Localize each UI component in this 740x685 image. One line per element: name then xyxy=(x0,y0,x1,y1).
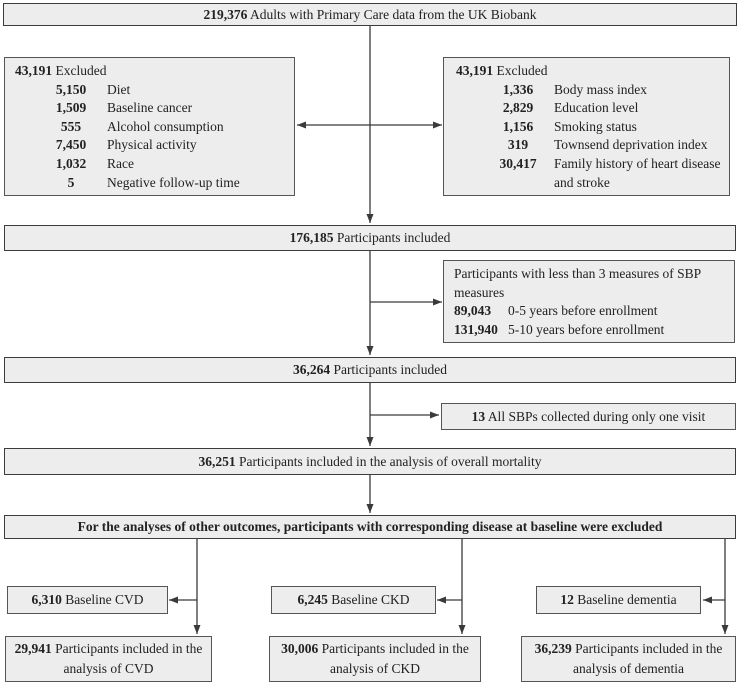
analysis-cvd-label: Participants included in the analysis of CVD xyxy=(55,641,203,676)
sbp-item-count: 89,043 xyxy=(454,303,492,318)
box-included-36264 xyxy=(4,357,736,383)
included-36264-text xyxy=(293,362,447,378)
analysis-ckd-count: 30,006 xyxy=(281,641,319,656)
mortality-analysis-text xyxy=(198,454,541,470)
mortality-analysis-count: 36,251 xyxy=(198,453,236,469)
excluded-item-label: Education level xyxy=(554,100,639,116)
excluded-item-label: Baseline cancer xyxy=(107,100,193,116)
excluded-right-count: 43,191 xyxy=(456,63,494,78)
box-analysis-ckd xyxy=(269,636,481,682)
analysis-dementia-count: 36,239 xyxy=(534,641,572,656)
excluded-item-label: Alcohol consumption xyxy=(107,118,224,134)
baseline-ckd-label: Baseline CKD xyxy=(331,592,410,607)
excluded-right-header xyxy=(454,62,721,81)
analysis-dementia-label: Participants included in the analysis of dementia xyxy=(573,641,723,676)
sbp-measures-items xyxy=(452,302,726,339)
sbp-item-label: 0-5 years before enrollment xyxy=(508,303,658,318)
excluded-item-count: 5,150 xyxy=(55,81,87,97)
other-outcomes-note-text: For the analyses of other outcomes, participants with corresponding disease at baseline were excluded xyxy=(77,519,663,534)
excluded-item-count: 319 xyxy=(507,137,529,153)
excluded-item-label: Race xyxy=(107,155,134,171)
included-176185-label: Participants included xyxy=(336,230,451,245)
sbp-single-visit-text xyxy=(472,409,706,425)
sbp-measures-title: Participants with less than 3 measures of SBP measures xyxy=(454,266,701,300)
sbp-item-label: 5-10 years before enrollment xyxy=(508,321,665,337)
analysis-cvd-count: 29,941 xyxy=(14,641,52,656)
box-excluded-left xyxy=(4,57,295,196)
box-baseline-dementia xyxy=(536,586,701,614)
excluded-right-label: Excluded xyxy=(496,63,548,78)
included-176185-count: 176,185 xyxy=(289,230,334,245)
excluded-left-label: Excluded xyxy=(55,63,107,78)
baseline-ckd-count: 6,245 xyxy=(297,592,328,607)
box-other-outcomes-note xyxy=(4,515,736,539)
total-population-text xyxy=(204,7,537,23)
box-mortality-analysis xyxy=(4,448,736,475)
box-total-population xyxy=(3,3,737,26)
excluded-item-label: Diet xyxy=(107,81,131,97)
analysis-ckd-label: Participants included in the analysis of CKD xyxy=(321,641,469,676)
included-36264-label: Participants included xyxy=(333,362,448,377)
sbp-single-visit-label: All SBPs collected during only one visit xyxy=(487,408,706,424)
excluded-left-count: 43,191 xyxy=(15,63,53,78)
excluded-item-count: 555 xyxy=(60,118,82,134)
mortality-analysis-label: Participants included in the analysis of overall mortality xyxy=(238,453,542,469)
baseline-dementia-label: Baseline dementia xyxy=(577,592,677,607)
excluded-item-count: 2,829 xyxy=(502,100,534,116)
excluded-right-items xyxy=(490,81,721,193)
box-sbp-measures xyxy=(443,260,735,343)
excluded-left-items xyxy=(43,81,286,193)
sbp-single-visit-count: 13 xyxy=(471,408,486,424)
analysis-dementia-text xyxy=(526,639,731,679)
baseline-cvd-label: Baseline CVD xyxy=(65,592,144,607)
box-excluded-right xyxy=(443,57,730,196)
excluded-item-label: Physical activity xyxy=(107,137,197,153)
excluded-item-count: 1,032 xyxy=(55,155,87,171)
excluded-item-count: 7,450 xyxy=(55,137,87,153)
box-baseline-ckd xyxy=(271,586,436,614)
total-population-label: Adults with Primary Care data from the UK Biobank xyxy=(250,6,537,22)
excluded-item-label: Negative follow-up time xyxy=(107,174,240,190)
analysis-ckd-text xyxy=(274,639,476,679)
baseline-cvd-text xyxy=(31,592,143,608)
excluded-left-header xyxy=(13,62,286,81)
box-sbp-single-visit xyxy=(441,403,736,430)
excluded-item-count: 5 xyxy=(67,174,75,190)
box-analysis-dementia xyxy=(521,636,736,682)
excluded-item-label: Family history of heart disease and stroke xyxy=(554,155,721,190)
box-analysis-cvd xyxy=(5,636,212,682)
excluded-item-count: 30,417 xyxy=(499,155,537,171)
box-baseline-cvd xyxy=(7,586,168,614)
excluded-item-label: Smoking status xyxy=(554,118,637,134)
baseline-dementia-text xyxy=(560,592,676,608)
excluded-item-count: 1,156 xyxy=(502,118,534,134)
excluded-item-count: 1,336 xyxy=(502,81,534,97)
excluded-item-label: Townsend deprivation index xyxy=(554,137,708,153)
excluded-item-label: Body mass index xyxy=(554,81,647,97)
box-included-176185 xyxy=(4,225,736,251)
baseline-ckd-text xyxy=(297,592,409,608)
included-176185-text xyxy=(290,230,451,246)
total-population-count: 219,376 xyxy=(203,6,248,22)
excluded-item-count: 1,509 xyxy=(55,100,87,116)
baseline-cvd-count: 6,310 xyxy=(31,592,62,607)
analysis-cvd-text xyxy=(10,639,207,679)
sbp-item-count: 131,940 xyxy=(454,321,498,337)
baseline-dementia-count: 12 xyxy=(560,592,574,607)
included-36264-count: 36,264 xyxy=(292,362,331,377)
